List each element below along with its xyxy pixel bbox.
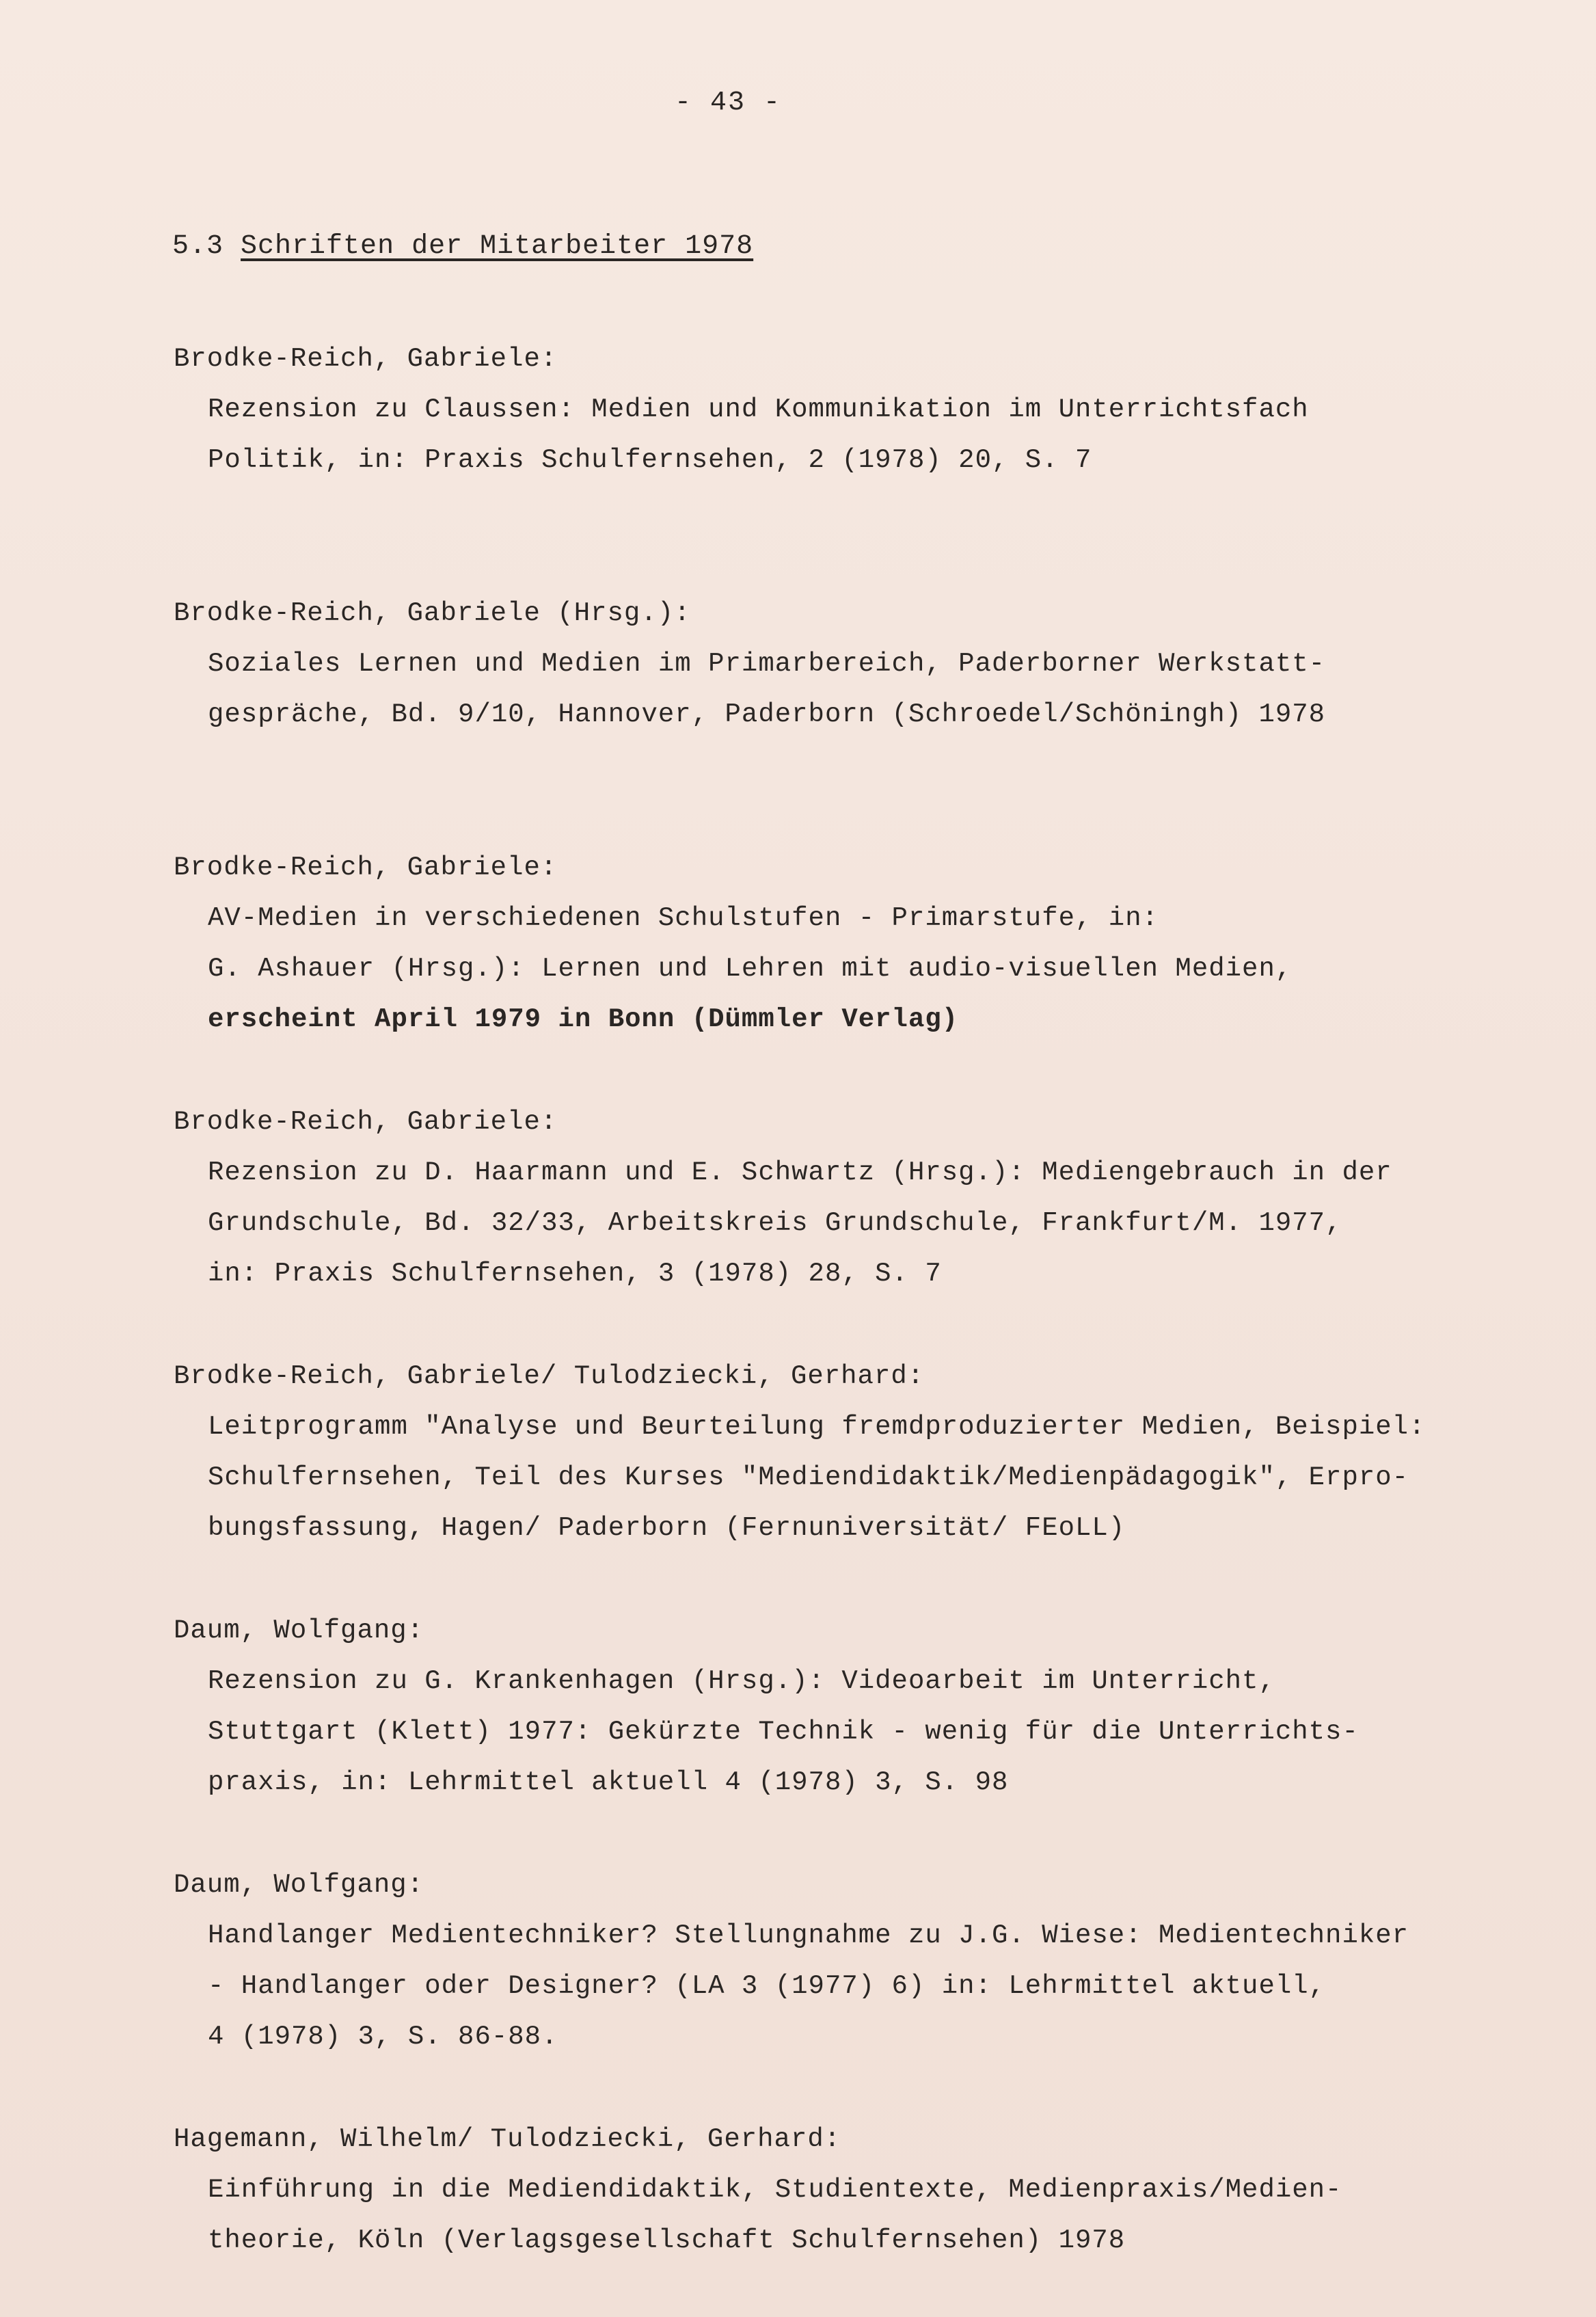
entry-text-line: Politik, in: Praxis Schulfernsehen, 2 (1978) 20, S. 7 <box>208 445 1092 475</box>
bibliography-entry <box>174 1605 1472 1860</box>
entry-author: Brodke-Reich, Gabriele: <box>174 853 558 883</box>
entry-text-line: G. Ashauer (Hrsg.): Lernen und Lehren mit audio-visuellen Medien, <box>208 954 1293 984</box>
entry-text-line: Schulfernsehen, Teil des Kurses "Mediendidaktik/Medienpädagogik", Erpro- <box>208 1462 1409 1492</box>
bibliography-entry <box>174 1097 1472 1351</box>
entry-text-line: gespräche, Bd. 9/10, Hannover, Paderborn (Schroedel/Schöningh) 1978 <box>208 699 1326 729</box>
entry-text-line: Einführung in die Mediendidaktik, Studientexte, Medienpraxis/Medien- <box>208 2175 1342 2205</box>
entry-text-line: Handlanger Medientechniker? Stellungnahme zu J.G. Wiese: Medientechniker <box>208 1920 1409 1951</box>
entry-author: Brodke-Reich, Gabriele: <box>174 1107 558 1137</box>
entry-text-line: Stuttgart (Klett) 1977: Gekürzte Technik - wenig für die Unterrichts- <box>208 1717 1359 1747</box>
bibliography-entry <box>174 1860 1472 2114</box>
section-title: Schriften der Mitarbeiter 1978 <box>241 231 754 262</box>
bibliography-list <box>174 334 1472 2317</box>
page-number: - 43 - <box>674 88 782 118</box>
entry-text-line: AV-Medien in verschiedenen Schulstufen - Primarstufe, in: <box>208 903 1159 933</box>
bibliography-entry <box>174 842 1472 1097</box>
entry-text-line: Rezension zu G. Krankenhagen (Hrsg.): Videoarbeit im Unterricht, <box>208 1666 1275 1696</box>
entry-author: Brodke-Reich, Gabriele: <box>174 344 558 374</box>
entry-text-line: in: Praxis Schulfernsehen, 3 (1978) 28, S. 7 <box>208 1259 942 1289</box>
entry-text-line: - Handlanger oder Designer? (LA 3 (1977) 6) in: Lehrmittel aktuell, <box>208 1971 1326 2001</box>
entry-text-line: 4 (1978) 3, S. 86-88. <box>208 2022 558 2052</box>
entry-text-line: Grundschule, Bd. 32/33, Arbeitskreis Grundschule, Frankfurt/M. 1977, <box>208 1208 1342 1238</box>
entry-author: Hagemann, Wilhelm/ Tulodziecki, Gerhard: <box>174 2124 841 2154</box>
bibliography-entry <box>174 588 1472 842</box>
section-number: 5.3 <box>172 231 224 262</box>
bibliography-entry <box>174 2114 1472 2317</box>
entry-text-line: erscheint April 1979 in Bonn (Dümmler Verlag) <box>208 1004 959 1034</box>
entry-text-line: Soziales Lernen und Medien im Primarbereich, Paderborner Werkstatt- <box>208 649 1326 679</box>
entry-text-line: praxis, in: Lehrmittel aktuell 4 (1978) 3, S. 98 <box>208 1767 1009 1797</box>
bibliography-entry <box>174 1351 1472 1605</box>
entry-text-line: Leitprogramm "Analyse und Beurteilung fremdproduzierter Medien, Beispiel: <box>208 1412 1426 1442</box>
entry-text-line: bungsfassung, Hagen/ Paderborn (Fernuniversität/ FEoLL) <box>208 1513 1126 1543</box>
entry-text-line: Rezension zu D. Haarmann und E. Schwartz (Hrsg.): Mediengebrauch in der <box>208 1157 1392 1188</box>
entry-author: Daum, Wolfgang: <box>174 1616 424 1646</box>
entry-text-line: Rezension zu Claussen: Medien und Kommunikation im Unterrichtsfach <box>208 394 1309 425</box>
entry-text-line: theorie, Köln (Verlagsgesellschaft Schulfernsehen) 1978 <box>208 2225 1126 2255</box>
bibliography-entry <box>174 334 1472 588</box>
section-heading <box>172 231 753 262</box>
entry-author: Daum, Wolfgang: <box>174 1870 424 1900</box>
entry-author: Brodke-Reich, Gabriele/ Tulodziecki, Gerhard: <box>174 1361 925 1391</box>
entry-author: Brodke-Reich, Gabriele (Hrsg.): <box>174 598 691 628</box>
